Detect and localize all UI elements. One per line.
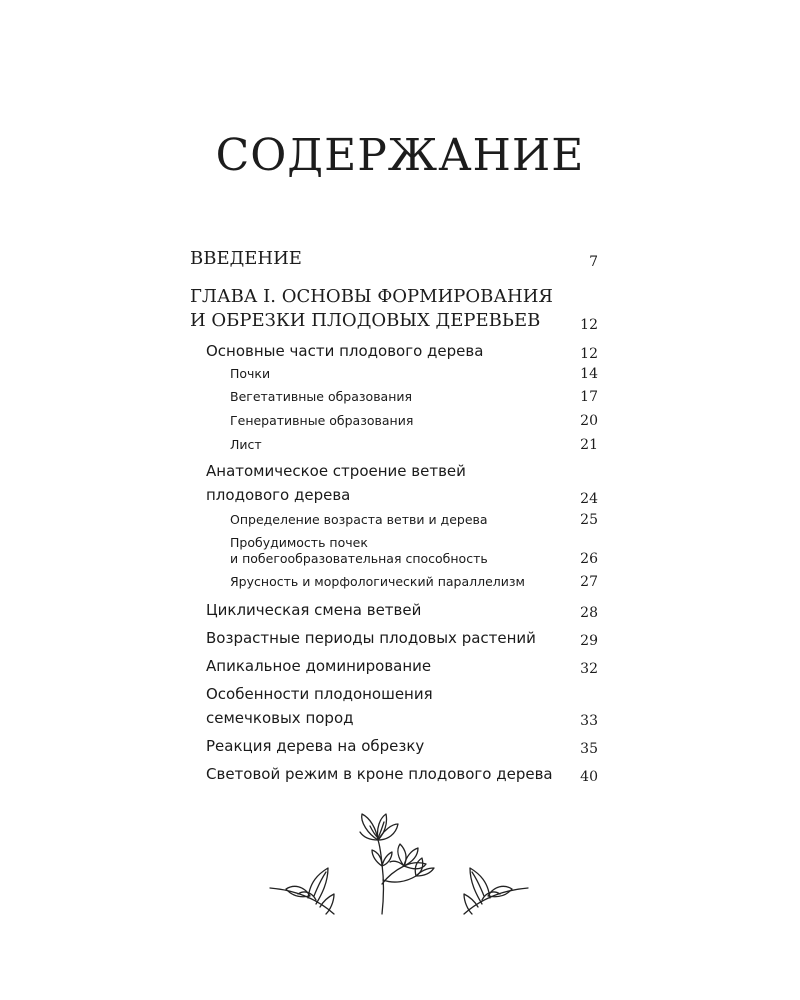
toc-entry-title: Реакция дерева на обрезку	[206, 737, 425, 755]
toc-entry-subsection[interactable]	[230, 535, 600, 567]
toc-page-number: 12	[580, 346, 598, 362]
toc-page-number: 21	[580, 437, 598, 453]
toc-entry-subsection[interactable]	[230, 389, 600, 405]
toc-entry-title: Циклическая смена ветвей	[206, 601, 422, 619]
toc-entry-subsection[interactable]	[230, 574, 600, 590]
toc-page-number: 28	[580, 605, 598, 621]
toc-page-number: 17	[580, 389, 598, 405]
toc-entry-title: Генеративные образования	[230, 413, 414, 428]
toc-page-number: 29	[580, 633, 598, 649]
toc-entry-title-line-1: Пробудимость почек	[230, 535, 368, 550]
toc-entry-title: Основные части плодового дерева	[206, 342, 484, 360]
left-leaf-branch-icon	[270, 868, 334, 914]
toc-page-number: 26	[580, 551, 598, 567]
toc-page-number: 35	[580, 741, 598, 757]
toc-page-number: 14	[580, 366, 598, 382]
right-leaf-branch-icon	[464, 868, 528, 914]
toc-entry-section[interactable]	[206, 734, 600, 758]
flower-sprig-icon	[264, 810, 534, 922]
toc-page-number: 24	[580, 491, 598, 507]
toc-entry-title-line-2: семечковых пород	[206, 709, 354, 727]
toc-entry-title-line-1: Анатомическое строение ветвей	[206, 462, 466, 480]
toc-entry-subsection[interactable]	[230, 366, 600, 382]
toc-entry-section[interactable]	[206, 459, 600, 507]
toc-entry-title-line-1: ГЛАВА I. ОСНОВЫ ФОРМИРОВАНИЯ	[190, 286, 553, 307]
toc-entry-title: Вегетативные образования	[230, 389, 413, 404]
toc-entry-subsection[interactable]	[230, 437, 600, 453]
flower-icon	[360, 814, 434, 914]
page-title: СОДЕРЖАНИЕ	[215, 130, 585, 181]
toc-page-number: 40	[580, 769, 598, 785]
toc-page-number: 33	[580, 713, 598, 729]
toc-page-number: 20	[580, 413, 598, 429]
toc-page-number: 12	[580, 317, 598, 333]
toc-entry-section[interactable]	[206, 339, 600, 363]
toc-entry-title: Апикальное доминирование	[206, 657, 432, 675]
toc-entry-section[interactable]	[206, 598, 600, 622]
toc-entry-title: Световой режим в кроне плодового дерева	[206, 765, 553, 783]
toc-entry-title: Определение возраста ветви и дерева	[230, 512, 488, 527]
toc-entry-title: Возрастные периоды плодовых растений	[206, 629, 536, 647]
toc-entry-subsection[interactable]	[230, 512, 600, 528]
toc-entry-section[interactable]	[206, 654, 600, 678]
toc-entry-title: Почки	[230, 366, 271, 381]
toc-entry-section[interactable]	[206, 762, 600, 786]
toc-entry-title-line-2: плодового дерева	[206, 486, 351, 504]
toc-page-number: 32	[580, 661, 598, 677]
toc-entry-chapter-1[interactable]	[190, 285, 600, 333]
toc-entry-section[interactable]	[206, 626, 600, 650]
toc-entry-intro[interactable]	[190, 247, 600, 271]
toc-entry-title: Ярусность и морфологический параллелизм	[230, 574, 525, 589]
toc-entry-title: Лист	[230, 437, 262, 452]
toc-entry-title-line-2: и побегообразовательная способность	[230, 551, 488, 566]
toc-page-number: 25	[580, 512, 598, 528]
toc-page-number: 27	[580, 574, 598, 590]
toc-entry-title-line-2: И ОБРЕЗКИ ПЛОДОВЫХ ДЕРЕВЬЕВ	[190, 310, 541, 331]
toc-entry-subsection[interactable]	[230, 413, 600, 429]
toc-entry-title-line-1: Особенности плодоношения	[206, 685, 433, 703]
toc-page-number: 7	[589, 254, 598, 270]
toc-entry-section[interactable]	[206, 682, 600, 730]
toc-entry-title: ВВЕДЕНИЕ	[190, 248, 302, 269]
